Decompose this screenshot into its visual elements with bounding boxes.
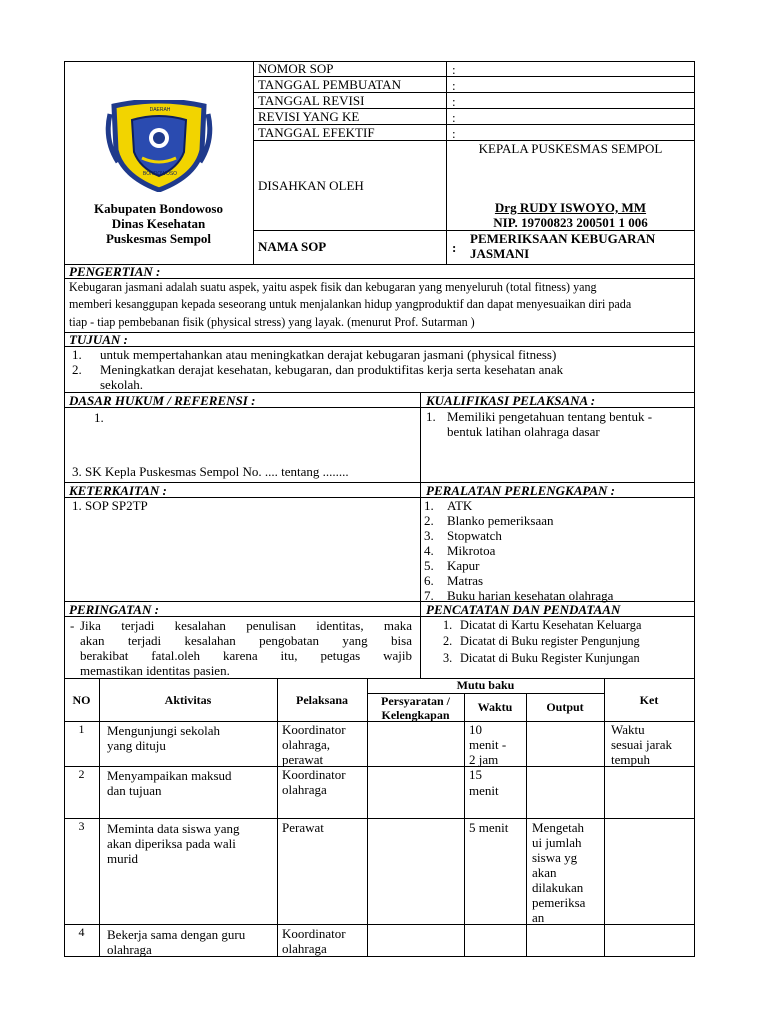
peralatan-num-5: 5.: [424, 558, 434, 573]
pencatatan-title: PENCATATAN DAN PENDATAAN: [426, 602, 621, 617]
peralatan-text-5: Kapur: [447, 558, 480, 573]
field-label-tanggal-revisi: TANGGAL REVISI: [258, 93, 365, 108]
field-value-nomor-sop: :: [452, 62, 456, 77]
nama-sop-line-2: JASMANI: [470, 246, 530, 261]
keterkaitan-title: KETERKAITAN :: [69, 483, 167, 498]
table-header-ket: Ket: [639, 693, 659, 707]
pencatatan-num-1: 1.: [443, 618, 453, 632]
tujuan-num-2: 2.: [72, 362, 82, 377]
table-header-no: NO: [72, 693, 91, 707]
table-row-4-no: 4: [78, 925, 85, 939]
table-header-output: Output: [546, 700, 584, 714]
tujuan-num-1: 1.: [72, 347, 82, 362]
table-row-3-output-4: akan: [532, 865, 557, 880]
pengertian-line-1: Kebugaran jasmani adalah suatu aspek, yaitu aspek fisik dan kebugaran yang menyeluruh (total fitness) yang: [69, 280, 597, 294]
table-header-aktivitas: Aktivitas: [164, 693, 212, 707]
table-row-1-pelaksana-3: perawat: [282, 752, 324, 767]
table-row-3-aktivitas-3: murid: [107, 851, 139, 866]
table-row-3-output-2: ui jumlah: [532, 835, 582, 850]
kualifikasi-num: 1.: [426, 409, 436, 424]
table-row-3-aktivitas-2: akan diperiksa pada wali: [107, 836, 236, 851]
disahkan-label: DISAHKAN OLEH: [258, 178, 364, 193]
table-row-1-aktivitas-2: yang dituju: [107, 738, 166, 753]
table-row-3-no: 3: [78, 819, 85, 833]
table-row-4-aktivitas-2: olahraga: [107, 942, 152, 957]
tujuan-title: TUJUAN :: [69, 332, 128, 347]
org-line-3: Puskesmas Sempol: [105, 231, 212, 246]
table-row-4-pelaksana-2: olahraga: [282, 941, 327, 956]
field-value-tanggal-pembuatan: :: [452, 78, 456, 93]
keterkaitan-item: 1. SOP SP2TP: [72, 498, 148, 513]
table-row-3-output-5: dilakukan: [532, 880, 584, 895]
table-row-3-output-6: pemeriksa: [532, 895, 586, 910]
table-row-3-waktu-1: 5 menit: [469, 820, 509, 835]
pencatatan-text-1: Dicatat di Kartu Kesehatan Keluarga: [460, 618, 642, 632]
table-row-1-no: 1: [78, 722, 85, 736]
table-header-waktu: Waktu: [477, 700, 513, 714]
kepala-name: Drg RUDY ISWOYO, MM: [494, 200, 647, 215]
table-row-4-aktivitas-1: Bekerja sama dengan guru: [107, 927, 246, 942]
kualifikasi-line-2: bentuk latihan olahraga dasar: [447, 424, 600, 439]
peralatan-text-6: Matras: [447, 573, 484, 588]
pencatatan-num-3: 3.: [443, 651, 453, 665]
peringatan-title: PERINGATAN :: [69, 602, 159, 617]
table-row-3-output-7: an: [532, 910, 545, 925]
table-row-1-ket-1: Waktu: [611, 722, 645, 737]
peralatan-num-4: 4.: [424, 543, 434, 558]
logo: [102, 100, 216, 192]
field-label-tanggal-pembuatan: TANGGAL PEMBUATAN: [258, 77, 401, 92]
tujuan-text-2: Meningkatkan derajat kesehatan, kebugaran, dan produktifitas kerja serta kesehatan anak: [100, 362, 564, 377]
table-row-1-aktivitas-1: Mengunjungi sekolah: [107, 723, 221, 738]
dasar-hukum-item-3: 3. SK Kepla Puskesmas Sempol No. .... tentang ........: [72, 464, 349, 479]
peralatan-num-1: 1.: [424, 498, 434, 513]
peralatan-title: PERALATAN PERLENGKAPAN :: [426, 483, 616, 498]
peralatan-text-3: Stopwatch: [447, 528, 502, 543]
table-row-2-aktivitas-1: Menyampaikan maksud: [107, 768, 232, 783]
table-header-persyaratan-2: Kelengkapan: [381, 708, 450, 722]
org-line-2: Dinas Kesehatan: [111, 216, 206, 231]
table-header-pelaksana: Pelaksana: [295, 693, 348, 707]
tujuan-text-1: untuk mempertahankan atau meningkatkan derajat kebugaran jasmani (physical fitness): [100, 347, 557, 362]
tujuan-text-3: sekolah.: [100, 377, 143, 392]
table-row-1-waktu-3: 2 jam: [469, 752, 499, 767]
logo-text-bottom: BONDOWOSO: [142, 171, 178, 177]
pencatatan-text-3: Dicatat di Buku Register Kunjungan: [460, 651, 640, 665]
dasar-hukum-title: DASAR HUKUM / REFERENSI :: [69, 393, 256, 408]
table-row-3-output-1: Mengetah: [532, 820, 584, 835]
nama-sop-line-1: PEMERIKSAAN KEBUGARAN: [470, 231, 656, 246]
field-label-nomor-sop: NOMOR SOP: [258, 61, 334, 76]
table-row-2-pelaksana-2: olahraga: [282, 782, 327, 797]
peralatan-num-7: 7.: [424, 588, 434, 603]
pengertian-line-3: tiap - tiap pembebanan fisik (physical stress) yang layak. (menurut Prof. Sutarman ): [69, 315, 475, 329]
table-row-3-output-3: siswa yg: [532, 850, 578, 865]
pengertian-line-2: memberi kesanggupan kepada seseorang untuk menjalankan hidup yangproduktif dan dapat menyesuaikan diri pada: [69, 297, 632, 311]
nama-sop-colon: :: [452, 240, 457, 255]
peringatan-dash: -: [70, 618, 75, 633]
pencatatan-num-2: 2.: [443, 634, 453, 648]
table-row-2-no: 2: [78, 767, 85, 781]
table-row-4-pelaksana-1: Koordinator: [282, 926, 346, 941]
org-line-1: Kabupaten Bondowoso: [94, 201, 223, 216]
peralatan-text-7: Buku harian kesehatan olahraga: [447, 588, 614, 603]
kepala-title: KEPALA PUSKESMAS SEMPOL: [478, 141, 663, 156]
table-row-1-waktu-1: 10: [469, 722, 482, 737]
table-row-3-pelaksana-1: Perawat: [282, 820, 324, 835]
field-label-revisi-ke: REVISI YANG KE: [258, 109, 360, 124]
table-row-1-ket-3: tempuh: [611, 752, 650, 767]
table-row-1-pelaksana-1: Koordinator: [282, 722, 346, 737]
peralatan-text-1: ATK: [447, 498, 473, 513]
kualifikasi-line-1: Memiliki pengetahuan tentang bentuk -: [447, 409, 653, 424]
table-row-1-pelaksana-2: olahraga,: [282, 737, 331, 752]
field-label-tanggal-efektif: TANGGAL EFEKTIF: [258, 125, 375, 140]
kepala-nip: NIP. 19700823 200501 1 006: [493, 215, 648, 230]
peralatan-num-6: 6.: [424, 573, 434, 588]
table-header-persyaratan-1: Persyaratan /: [381, 694, 450, 708]
table-row-1-ket-2: sesuai jarak: [611, 737, 673, 752]
pengertian-title: PENGERTIAN :: [69, 264, 161, 279]
peringatan-line-2: akan terjadi kesalahan pengobatan yang bisa: [80, 633, 412, 648]
table-header-mutu-baku: Mutu baku: [456, 678, 515, 692]
table-row-2-waktu-1: 15: [469, 767, 482, 782]
kualifikasi-title: KUALIFIKASI PELAKSANA :: [426, 393, 596, 408]
peralatan-num-3: 3.: [424, 528, 434, 543]
dasar-hukum-item-1: 1.: [94, 410, 104, 425]
nama-sop-label: NAMA SOP: [258, 239, 327, 254]
peringatan-line-4: memastikan identitas pasien.: [80, 663, 230, 678]
table-row-2-waktu-2: menit: [469, 783, 499, 798]
table-row-2-pelaksana-1: Koordinator: [282, 767, 346, 782]
peringatan-line-3: berakibat fatal.oleh karena itu, petugas wajib: [80, 648, 412, 663]
peringatan-line-1: Jika terjadi kesalahan penulisan identitas, maka: [80, 618, 412, 633]
table-row-2-aktivitas-2: dan tujuan: [107, 783, 162, 798]
peralatan-num-2: 2.: [424, 513, 434, 528]
field-value-tanggal-efektif: :: [452, 126, 456, 141]
logo-text-top: DAERAH: [149, 107, 171, 113]
field-value-revisi-ke: :: [452, 110, 456, 125]
table-row-3-aktivitas-1: Meminta data siswa yang: [107, 821, 240, 836]
field-value-tanggal-revisi: :: [452, 94, 456, 109]
peralatan-text-2: Blanko pemeriksaan: [447, 513, 554, 528]
pencatatan-text-2: Dicatat di Buku register Pengunjung: [460, 634, 640, 648]
peralatan-text-4: Mikrotoa: [447, 543, 496, 558]
table-row-1-waktu-2: menit -: [469, 737, 507, 752]
